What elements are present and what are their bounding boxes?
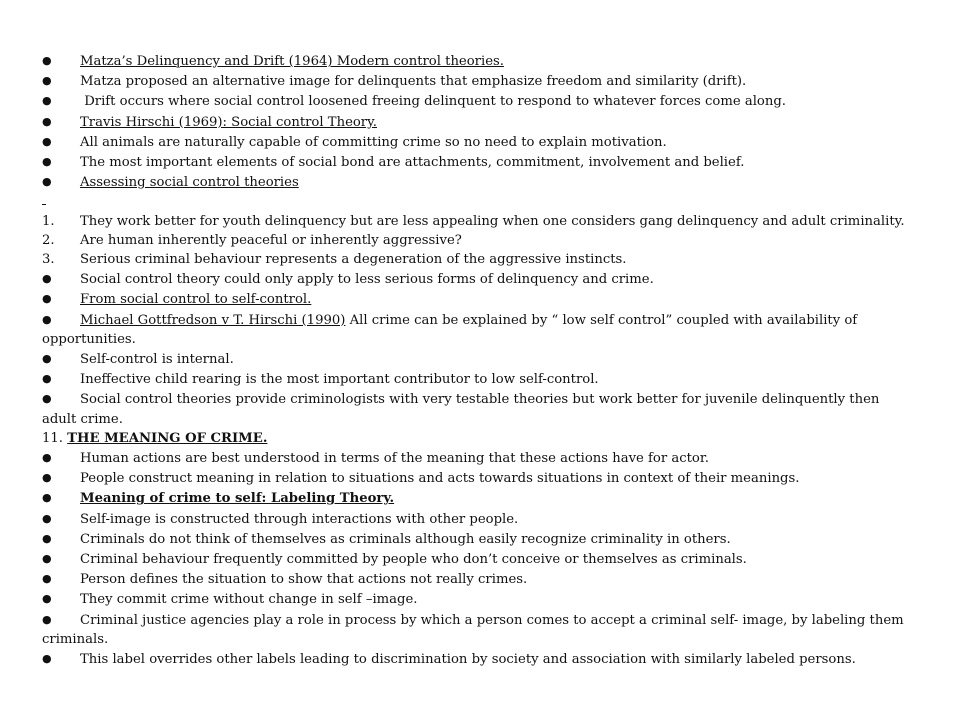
underlined-text: Travis Hirschi (1969): Social control Theory. [80,114,378,130]
item-text: They commit crime without change in self –image. [80,592,418,608]
item-text: Criminal behaviour frequently committed by people who don’t conceive or themselves as criminals. [80,552,747,568]
bullet-icon: ● [42,491,52,505]
numbered-item [42,250,912,269]
empty-underline [42,193,46,205]
list-number: 1. [42,213,55,229]
item-text: Criminal justice agencies play a role in process by which a person comes to accept a criminal self- image, by labeling them criminals. [42,612,904,647]
item-text: Criminals do not think of themselves as criminals although easily recognize criminality in others. [80,531,731,547]
bullet-icon: ● [42,54,52,67]
bullet-item [42,172,912,192]
bullet-icon: ● [42,352,52,366]
item-text: Serious criminal behaviour represents a degeneration of the aggressive instincts. [80,252,627,268]
item-text: Are human inherently peaceful or inherently aggressive? [80,232,462,248]
item-text: Self-control is internal. [80,352,234,368]
underlined-text: THE MEANING OF CRIME. [67,430,268,446]
bullet-item [42,468,912,488]
bullet-icon: ● [42,392,52,406]
bullet-item [42,529,912,549]
numbered-item [42,212,912,231]
underlined-text: Michael Gottfredson v T. Hirschi (1990) [80,312,346,328]
bullet-item [42,569,912,589]
bullet-item [42,349,912,369]
item-text: Ineffective child rearing is the most important contributor to low self-control. [80,372,599,388]
item-text: Drift occurs where social control loosened freeing delinquent to respond to whatever forces come along. [80,94,786,110]
item-text: 11. [42,430,68,446]
bullet-item [42,51,912,71]
bullet-icon: ● [42,451,52,465]
bullet-icon: ● [42,572,52,586]
bullet-item [42,71,912,91]
bullet-item [42,369,912,389]
bullet-icon: ● [42,612,52,626]
bullet-item [42,610,912,649]
item-text: All animals are naturally capable of committing crime so no need to explain motivation. [80,134,667,150]
list-number: 3. [42,252,55,268]
bullet-item [42,310,912,349]
bullet-item [42,132,912,152]
bullet-icon: ● [42,372,52,386]
item-text: People construct meaning in relation to situations and acts towards situations in context of their meanings. [80,471,800,487]
underlined-text: Meaning of crime to self: Labeling Theory. [80,491,395,507]
underlined-text: From social control to self-control. [80,292,312,308]
section-heading [42,429,912,448]
item-text: Person defines the situation to show that actions not really crimes. [80,572,528,588]
bullet-icon: ● [42,471,52,485]
bullet-icon: ● [42,94,52,108]
item-text: Social control theory could only apply to less serious forms of delinquency and crime. [80,272,654,288]
underlined-text: Matza’s Delinquency and Drift (1964) Modern control theories. [80,54,504,69]
item-text: They work better for youth delinquency but are less appealing when one considers gang delinquency and adult criminality. [80,213,905,229]
bullet-item [42,509,912,529]
bullet-icon: ● [42,511,52,525]
bullet-item [42,448,912,468]
bullet-item [42,289,912,309]
bullet-icon: ● [42,312,52,326]
underlined-text: Assessing social control theories [80,175,299,191]
item-text: The most important elements of social bond are attachments, commitment, involvement and belief. [80,155,745,171]
bullet-item [42,91,912,111]
list-number: 2. [42,232,55,248]
bullet-icon: ● [42,175,52,189]
bullet-icon: ● [42,134,52,148]
numbered-item [42,231,912,250]
item-text: Self-image is constructed through interactions with other people. [80,511,519,527]
bullet-item [42,152,912,172]
bullet-icon: ● [42,155,52,169]
bullet-item [42,112,912,132]
bullet-icon: ● [42,292,52,306]
document-body [42,51,912,669]
item-text: All crime can be explained by “ low self control” coupled with availability of opportunities. [42,312,858,347]
item-text: Matza proposed an alternative image for delinquents that emphasize freedom and similarity (drift). [80,74,747,90]
bullet-icon: ● [42,592,52,606]
bullet-item [42,549,912,569]
bullet-item [42,269,912,289]
item-text: Human actions are best understood in terms of the meaning that these actions have for actor. [80,451,709,467]
bullet-icon: ● [42,272,52,286]
bullet-icon: ● [42,531,52,545]
item-text: Social control theories provide criminologists with very testable theories but work better for juvenile delinquently then adult crime. [42,392,880,427]
blank-line [42,192,912,211]
bullet-item [42,649,912,669]
bullet-item [42,488,912,508]
bullet-item [42,589,912,609]
bullet-item [42,389,912,428]
item-text: This label overrides other labels leading to discrimination by society and association with similarly labeled persons. [80,652,856,668]
bullet-icon: ● [42,652,52,666]
bullet-icon: ● [42,114,52,128]
bullet-icon: ● [42,552,52,566]
bullet-icon: ● [42,74,52,88]
